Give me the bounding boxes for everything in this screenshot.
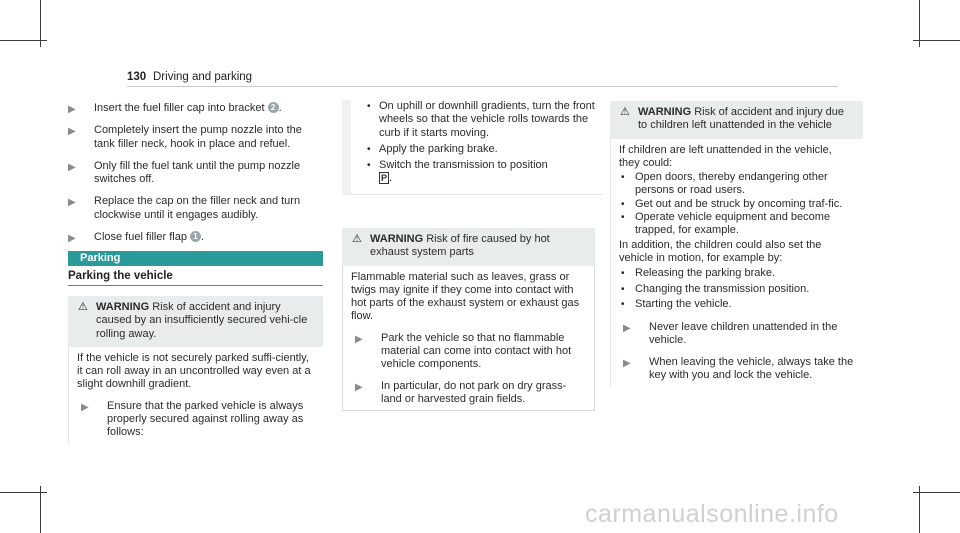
warning-step-text: In particular, do not park on dry grass-land or harvested grain fields. bbox=[381, 379, 567, 405]
warning-headline: Risk of accident and injury caused by an insufficiently secured vehi-cle rolling away. bbox=[96, 301, 308, 340]
warning-step bbox=[623, 356, 855, 383]
arrow-icon: ▶ bbox=[623, 323, 631, 335]
step-item bbox=[68, 124, 318, 151]
arrow-icon: ▶ bbox=[355, 381, 363, 393]
callout-number: 1 bbox=[190, 231, 201, 242]
section-title: Parking bbox=[68, 251, 323, 266]
arrow-icon: ▶ bbox=[68, 161, 76, 173]
column-2-bullets bbox=[342, 100, 603, 195]
step-text: Completely insert the pump nozzle into the tank filler neck, hook in place and refuel. bbox=[94, 124, 302, 150]
bullet-text: Starting the vehicle. bbox=[635, 297, 732, 310]
crop-mark bbox=[0, 492, 47, 493]
warning-text: Flammable material such as leaves, grass or twigs may ignite if they come into contact with hot parts of the exhaust system or exhaust gas flow. bbox=[351, 270, 580, 323]
crop-mark bbox=[40, 486, 41, 533]
arrow-icon: ▶ bbox=[68, 104, 76, 115]
warning-triangle-icon: ⚠ bbox=[78, 301, 88, 313]
step-text: Replace the cap on the filler neck and turn clockwise until it engages audibly. bbox=[94, 195, 301, 221]
crop-mark bbox=[0, 40, 47, 41]
warning-body bbox=[610, 139, 863, 387]
park-position-symbol: P bbox=[381, 173, 388, 184]
arrow-icon: ▶ bbox=[623, 357, 631, 369]
warning-headline: Risk of accident and injury due to children left unattended in the vehicle bbox=[638, 106, 845, 132]
step-item bbox=[68, 231, 318, 244]
warning-step bbox=[355, 380, 586, 407]
warning-header bbox=[342, 228, 595, 266]
bullet-item: • Changing the transmission position. bbox=[621, 282, 810, 295]
column-1-steps bbox=[68, 102, 318, 244]
warning-header bbox=[68, 296, 323, 347]
warning-triangle-icon: ⚠ bbox=[352, 233, 362, 245]
callout-number: 2 bbox=[268, 102, 279, 113]
bullet-text: Get out and be struck by oncoming traf-fic. bbox=[635, 197, 843, 210]
warning-step bbox=[623, 321, 855, 348]
warning-step-text: Ensure that the parked vehicle is always properly secured against rolling away as follows: bbox=[107, 399, 304, 439]
warning-headline: Risk of fire caused by hot exhaust system parts bbox=[370, 233, 550, 259]
crop-mark bbox=[913, 492, 960, 493]
bullet-text: On uphill or downhill gradients, turn the front wheels so that the vehicle rolls towards the curb if it starts moving. bbox=[379, 100, 595, 139]
warning-label: WARNING bbox=[370, 233, 424, 245]
subsection-title: Parking the vehicle bbox=[68, 270, 323, 286]
bullet-text: Operate vehicle equipment and become trapped, for example. bbox=[635, 211, 831, 237]
arrow-icon: ▶ bbox=[68, 197, 76, 209]
warning-header bbox=[610, 101, 863, 139]
arrow-icon: ▶ bbox=[68, 126, 76, 138]
bullet-item: • Switch the transmission to position P . bbox=[367, 159, 548, 185]
bullet-text: Changing the transmission position. bbox=[635, 282, 810, 295]
warning-step bbox=[355, 332, 586, 372]
warning-intro: If children are left unattended in the vehicle, they could: bbox=[619, 143, 832, 169]
warning-triangle-icon: ⚠ bbox=[620, 106, 630, 118]
step-text: Insert the fuel filler cap into bracket bbox=[94, 102, 265, 114]
step-end: . bbox=[201, 231, 205, 244]
watermark: carmanualsonline.info bbox=[585, 500, 839, 528]
crop-mark bbox=[913, 40, 960, 41]
warning-body bbox=[68, 347, 323, 444]
warning-step-text: When leaving the vehicle, always take the key with you and lock the vehicle. bbox=[649, 355, 854, 382]
bullet-item: • Apply the parking brake. bbox=[367, 142, 498, 155]
warning-text: If the vehicle is not securely parked suffi-ciently, it can roll away in an uncontrolled way even at a slight downhill gradient. bbox=[77, 351, 311, 391]
chapter-title: Driving and parking bbox=[153, 71, 253, 83]
step-text: Close fuel filler flap bbox=[94, 231, 187, 244]
bullet-item: • Releasing the parking brake. bbox=[621, 267, 776, 280]
step-item bbox=[68, 195, 318, 222]
bullet-item: • Starting the vehicle. bbox=[621, 297, 732, 310]
warning-box-children bbox=[610, 101, 863, 386]
warning-body bbox=[342, 266, 595, 412]
step-item bbox=[68, 160, 318, 187]
bullet-text: Apply the parking brake. bbox=[379, 142, 498, 155]
crop-mark bbox=[919, 486, 920, 533]
page-number: 130 bbox=[127, 71, 147, 83]
warning-intro: In addition, the children could also set the vehicle in motion, for example by: bbox=[619, 238, 822, 264]
bullet-item: • On uphill or downhill gradients, turn the front wheels so that the vehicle rolls towards the curb if it starts moving. bbox=[367, 100, 595, 139]
bullet-text: Releasing the parking brake. bbox=[635, 267, 776, 280]
step-item bbox=[68, 102, 318, 115]
warning-step-text: Never leave children unattended in the vehicle. bbox=[649, 321, 838, 347]
step-text: Only fill the fuel tank until the pump nozzle switches off. bbox=[94, 159, 301, 186]
bullet-item: • Get out and be struck by oncoming traf-fic. bbox=[621, 197, 843, 210]
arrow-icon: ▶ bbox=[355, 333, 363, 345]
arrow-icon: ▶ bbox=[68, 233, 76, 245]
bullet-text: Switch the transmission to position bbox=[379, 159, 548, 172]
warning-label: WARNING bbox=[638, 106, 692, 118]
arrow-icon: ▶ bbox=[81, 401, 89, 413]
warning-box-fire bbox=[342, 228, 595, 411]
bullet-item: • Open doors, thereby endangering other persons or road users. bbox=[621, 171, 828, 197]
warning-box-rolling bbox=[68, 296, 323, 444]
bullet-text: Open doors, thereby endangering other persons or road users. bbox=[635, 171, 828, 197]
warning-label: WARNING bbox=[96, 301, 150, 313]
warning-step bbox=[81, 400, 315, 440]
bullet-item: • Operate vehicle equipment and become trapped, for example. bbox=[621, 211, 831, 237]
warning-step-text: Park the vehicle so that no flammable material can come into contact with hot vehicle components. bbox=[381, 331, 572, 371]
step-end: . bbox=[278, 102, 282, 114]
header-rule bbox=[127, 86, 838, 87]
